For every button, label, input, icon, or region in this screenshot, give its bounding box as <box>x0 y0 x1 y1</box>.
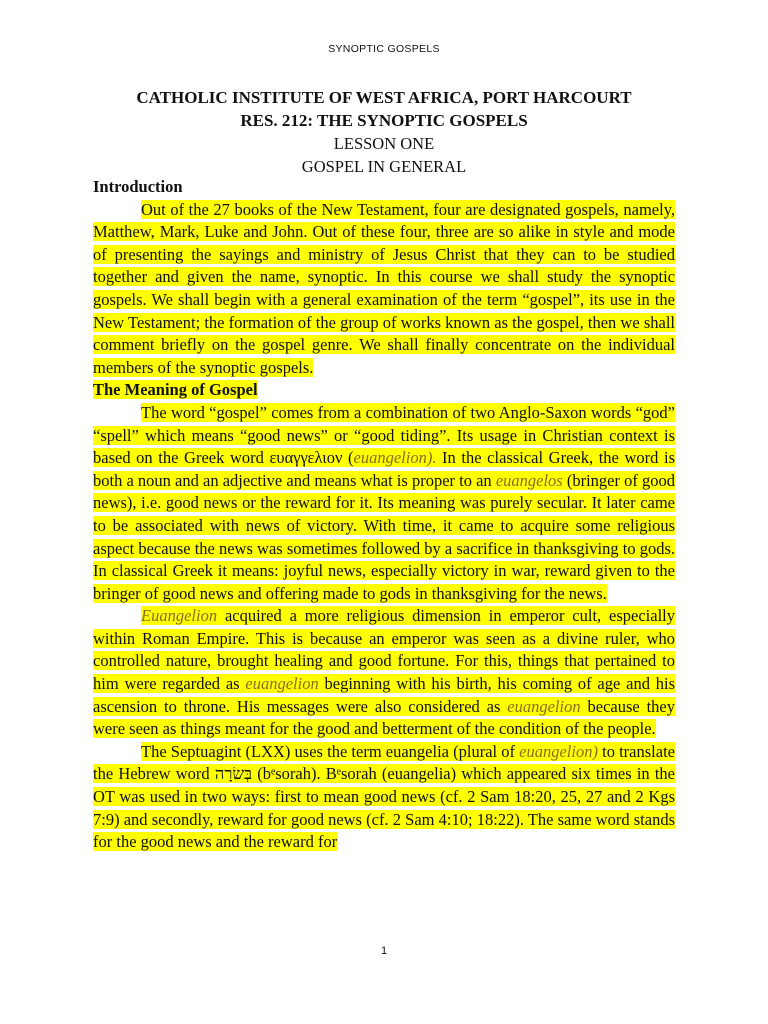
text-run: to translate the Hebrew word <box>93 741 675 784</box>
text-run: because they were seen as things meant for the good and betterment of the condition of the people. <box>93 696 675 739</box>
topic-title: GOSPEL IN GENERAL <box>301 157 467 176</box>
intro-paragraph <box>93 199 675 380</box>
page-number: 1 <box>380 945 388 957</box>
meaning-paragraph-1 <box>93 402 675 605</box>
italic-term: euangelion <box>507 696 581 716</box>
text-run: (bᵉsorah). Bᵉsorah (euangelia) which appeared six times in the OT was used in two ways: first to mean good news (cf. 2 Sam 18:20, 25, 27 and 2 Kgs 7:9) and secondly, reward for good news (cf. 2 Sam 4:10; 18:22). The same word stands for the good news and the reward for <box>93 764 675 852</box>
italic-term: Euangelion <box>141 606 218 626</box>
italic-term: euangelion <box>245 674 319 694</box>
meaning-paragraph-3 <box>93 741 675 854</box>
document-body <box>93 176 675 854</box>
title-block <box>0 86 768 178</box>
text-run: In the classical Greek, the word is both a noun and an adjective and means what is proper to an <box>93 448 675 490</box>
section-heading-meaning <box>93 379 675 402</box>
meaning-paragraph-2 <box>93 605 675 741</box>
italic-term: euangelos <box>495 470 563 490</box>
text-run: The Septuagint (LXX) uses the term euangelia (plural of <box>141 741 520 761</box>
text-run: (bringer of good news), i.e. good news or the reward for it. Its meaning was purely secular. It later came to be associated with news of victory. With time, it came to acquire some religious aspect because the news was sometimes followed by a sacrifice in thanksgiving to gods. In classical Greek it means: joyful news, especially victory in war, reward given to the bringer of good news and offering made to gods in thanksgiving for the news. <box>93 470 675 603</box>
intro-text: Out of the 27 books of the New Testament, four are designated gospels, namely, Matthew, Mark, Luke and John. Out of these four, three are so alike in style and mode of presenting the sayings and ministry of Jesus Christ that they can to be studied together and given the name, synoptic. In this course we shall study the synoptic gospels. We shall begin with a general examination of the term “gospel”, its use in the New Testament; the formation of the group of works known as the gospel, then we shall comment briefly on the gospel genre. We shall finally concentrate on the individual members of the synoptic gospels. <box>93 199 675 377</box>
text-run: The word “gospel” comes from a combination of two Anglo-Saxon words “god” “spell” which means “good news” or “good tiding”. Its usage in Christian context is based on the Greek word <box>93 402 675 468</box>
text-run: ( <box>342 448 354 468</box>
running-header: SYNOPTIC GOSPELS <box>328 43 440 55</box>
highlighted-run <box>93 742 675 851</box>
highlighted-run <box>93 606 675 738</box>
italic-term: euangelion). <box>353 448 437 468</box>
greek-term: ευαγγελιον <box>269 448 343 468</box>
meaning-heading-text: The Meaning of Gospel <box>93 380 258 400</box>
lesson-label: LESSON ONE <box>333 134 435 153</box>
text-run: acquired a more religious dimension in emperor cult, especially within Roman Empire. This is because an emperor was seen as a divine ruler, who controlled nature, brought healing and good fortune. For this, things that pertained to him were regarded as <box>93 606 675 694</box>
section-heading-introduction: Introduction <box>93 177 183 196</box>
highlighted-run <box>93 403 675 603</box>
text-run: beginning with his birth, his coming of age and his ascension to throne. His messages were also considered as <box>93 674 675 716</box>
italic-term: euangelion) <box>519 741 598 761</box>
institution-title: CATHOLIC INSTITUTE OF WEST AFRICA, PORT HARCOURT <box>136 88 632 107</box>
hebrew-term: בְּשׂרָה <box>214 764 253 784</box>
course-title: RES. 212: THE SYNOPTIC GOSPELS <box>240 111 528 130</box>
